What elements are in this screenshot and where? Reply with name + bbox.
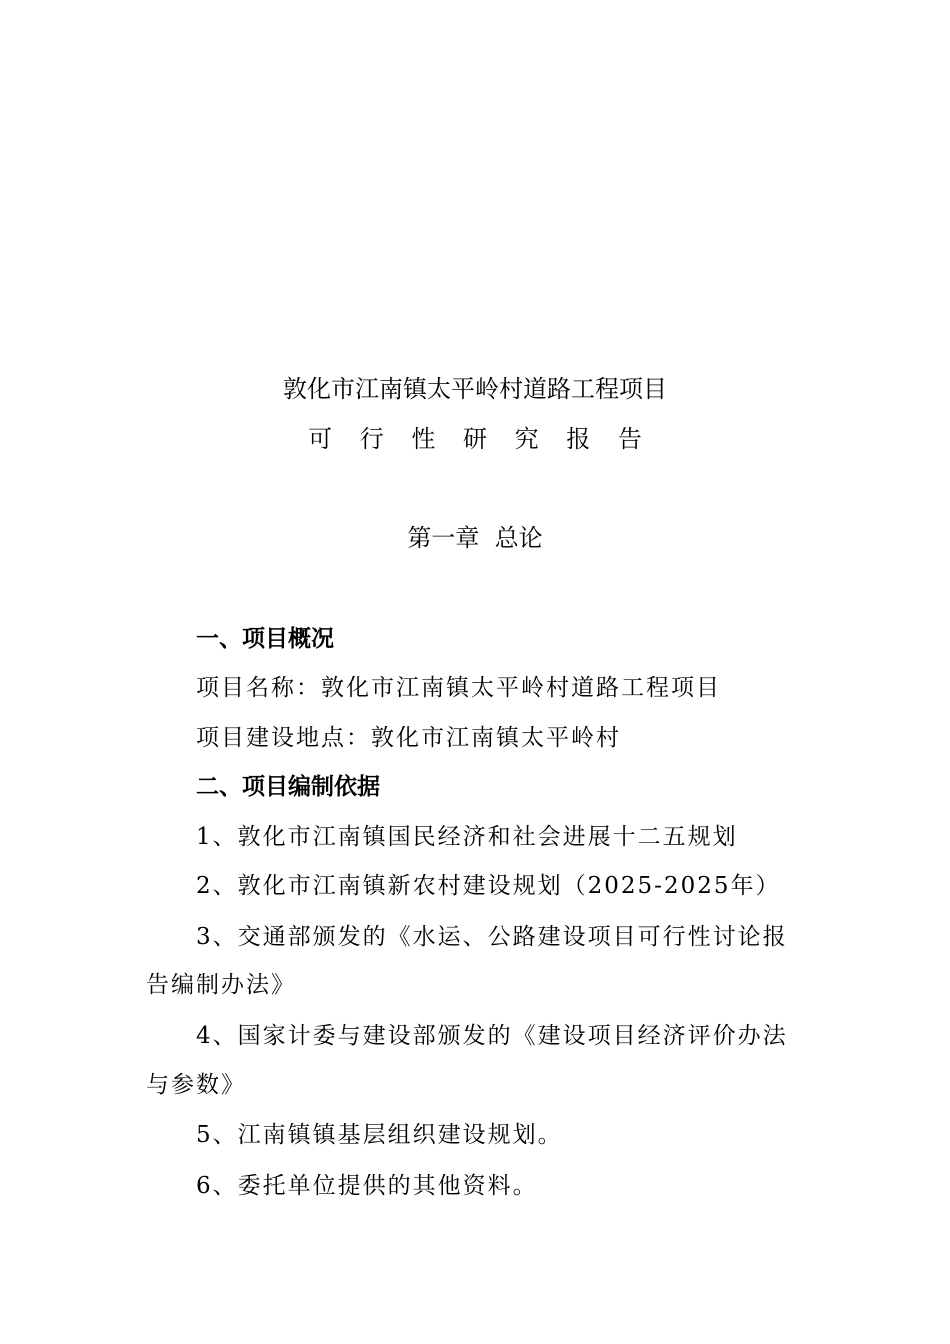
basis-item-2: 2、敦化市江南镇新农村建设规划（2025-2025年）	[196, 873, 781, 899]
basis-item-4-line-1: 4、国家计委与建设部颁发的《建设项目经济评价办法	[196, 1023, 788, 1049]
section-heading-basis: 二、项目编制依据	[196, 774, 380, 800]
document-title-line-2: 可 行 性 研 究 报 告	[308, 425, 652, 453]
basis-item-1: 1、敦化市江南镇国民经济和社会进展十二五规划	[196, 824, 738, 850]
basis-item-4-line-2: 与参数》	[146, 1072, 246, 1098]
basis-item-5: 5、江南镇镇基层组织建设规划。	[196, 1122, 563, 1148]
project-name-line: 项目名称：敦化市江南镇太平岭村道路工程项目	[196, 675, 721, 701]
document-title-line-1: 敦化市江南镇太平岭村道路工程项目	[283, 375, 667, 403]
basis-item-3-line-1: 3、交通部颁发的《水运、公路建设项目可行性讨论报	[196, 924, 788, 950]
basis-item-3-line-2: 告编制办法》	[146, 972, 296, 998]
project-location-line: 项目建设地点：敦化市江南镇太平岭村	[196, 725, 621, 751]
chapter-heading: 第一章 总论	[407, 524, 543, 552]
section-heading-overview: 一、项目概况	[196, 626, 334, 652]
basis-item-6: 6、委托单位提供的其他资料。	[196, 1173, 538, 1199]
